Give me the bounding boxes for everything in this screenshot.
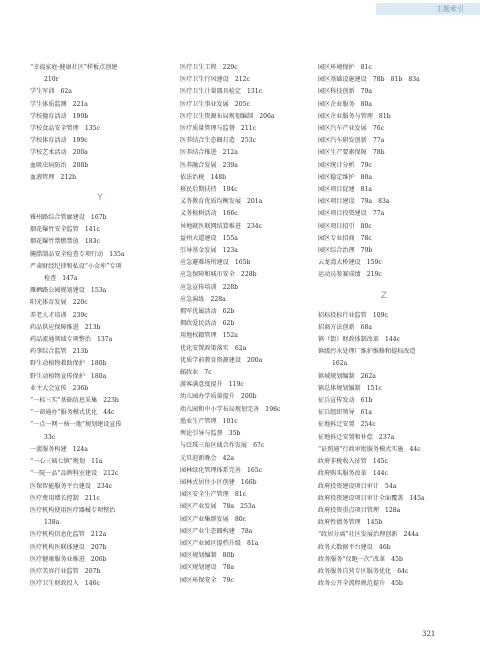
index-entry: 政务服务“仅跑一次”改革 45b — [318, 555, 403, 563]
index-entry: 运动员参赛成绩 219c — [318, 271, 382, 279]
index-entry: 医疗美容行业监管 207b — [30, 567, 101, 575]
index-entry: 医养融合发展 239a — [180, 161, 238, 169]
index-entry-continuation: 33c — [44, 433, 56, 441]
index-entry: 依法治税 148b — [180, 173, 227, 181]
index-entry: 优化安置政策落实 62a — [180, 344, 247, 352]
section-letter: Z — [380, 290, 388, 301]
index-entry: 学校食品安全管理 135c — [30, 125, 100, 133]
index-entry: 渔业生产管理 101c — [180, 417, 238, 425]
index-entry: 征地拆迁安置 254c — [318, 421, 376, 429]
index-entry: 政务大数据平台建设 46b — [318, 543, 391, 551]
index-entry: 征兵组织领导 61a — [318, 409, 373, 417]
index-entry: 与泛珠三角区域合作发展 67c — [180, 442, 265, 450]
index-entry: “幸福家庭·健康社区”样板点创建 — [30, 64, 118, 71]
index-entry: 拥政爱民活动 62b — [180, 320, 235, 328]
index-entry: 园区统计分析 79c — [318, 161, 372, 169]
index-column-1 — [30, 62, 170, 590]
index-entry: 游客满意度提升 119c — [180, 381, 244, 389]
index-entry: 学生体质监测 221a — [30, 100, 88, 108]
index-entry: 医疗费用增长控制 211c — [30, 494, 100, 502]
index-entry: 阳光体育发展 220c — [30, 299, 88, 307]
index-entry: 应急演练 228a — [180, 295, 226, 303]
index-entry: 烟花爆竹安全监管 141c — [30, 226, 100, 234]
index-entry: 招标投标行业监管 109c — [318, 311, 388, 319]
index-entry: 园区企业服务与管理 81b — [318, 112, 391, 120]
index-entry: 园林绿化管理体系完善 165c — [180, 466, 263, 474]
index-entry: 园区产业集群发展 80c — [180, 515, 247, 523]
index-entry: 征地拆迁安置和补偿 237a — [318, 433, 395, 441]
index-entry: 政务公开全流程规范提升 45b — [318, 580, 403, 588]
index-entry: “一窗通办”服务模式优化 44c — [30, 409, 115, 417]
index-entry: 药事综合监管 213b — [30, 348, 89, 356]
index-entry: 拥军优属活动 62b — [180, 308, 235, 316]
index-entry: 邮政业 7c — [180, 369, 212, 377]
index-entry: 应急避难场所建设 165b — [180, 259, 251, 267]
index-entry: 严肃财经纪律和私设“小金库”专项 — [30, 262, 122, 270]
index-entry: 镇级污水处理厂维护维修和提标改造 — [318, 348, 416, 356]
index-entry: 园区科技创新 79a — [318, 88, 373, 96]
index-entry: 政府购买服务改革 144c — [318, 470, 388, 478]
index-entry: 学生军训 62a — [30, 88, 72, 96]
index-entry: “一标三实”基础信息采集 223b — [30, 397, 119, 405]
index-entry: 医保智能服务平台建设 234c — [30, 482, 113, 490]
index-entry: 招商方法创新 68a — [318, 323, 373, 331]
index-entry: “政居分离”社区发展治理创新 244a — [318, 531, 419, 539]
header-title: 主题索引 — [436, 5, 464, 13]
index-entry: 药品流通领域专项整治 137a — [30, 336, 113, 344]
index-entry: 政府性债务管理 145b — [318, 519, 383, 527]
index-entry: 学校艺术活动 200a — [30, 149, 88, 157]
index-entry-continuation: 162a — [332, 360, 348, 368]
index-entry: 园林式居住小区创建 166b — [180, 478, 257, 486]
index-entry: 学校德育活动 199b — [30, 112, 89, 120]
index-entry: 异地就医联网结算推进 234c — [180, 222, 263, 230]
index-entry: 园区企业服务 80a — [318, 100, 373, 108]
index-entry: 义务教育优质均衡发展 201a — [180, 198, 263, 206]
index-entry: 园区产业园区提档升级 81a — [180, 539, 259, 547]
index-entry: 园区规划编制 80b — [180, 552, 235, 560]
index-entry: 雁栖路公园规划建设 153a — [30, 287, 107, 295]
index-entry: 镇总体规划编制 151c — [318, 384, 382, 392]
index-entry: 雅州路综合管廊建设 167b — [30, 214, 107, 222]
index-entry: 云龙湾大桥建设 159c — [318, 259, 382, 267]
index-entry: “一院一品”品牌科室建设 212c — [30, 470, 119, 478]
index-entry: 幼儿园办学质量提升 200b — [180, 393, 257, 401]
index-entry: 镇（街）财政体制改革 144c — [318, 336, 401, 344]
index-entry-continuation: 检查 147a — [44, 275, 78, 283]
index-entry: 医养结合推进 212a — [180, 149, 238, 157]
index-entry: 园区安全生产管理 81c — [180, 491, 247, 499]
index-entry: 应急保障和城市安全 228b — [180, 271, 257, 279]
index-entry: 医疗卫生计量器具检定 131c — [180, 88, 263, 96]
index-entry: 业主大会宣传 236b — [30, 384, 89, 392]
index-entry: 医养结合生态圈打造 253c — [180, 137, 256, 145]
index-entry: 园区汽车产业发展 76c — [318, 125, 385, 133]
index-entry: 园区汽车研发创新 77a — [318, 137, 385, 145]
index-entry: 园区产业生态圈构建 78a — [180, 527, 253, 535]
index-entry: 征兵宣传发动 61b — [318, 397, 373, 405]
index-entry: 医疗机构信息化监管 212a — [30, 531, 107, 539]
page-number: 321 — [422, 630, 436, 638]
index-entry: 园区综合治理 79b — [318, 247, 373, 255]
index-entry: 引导基金发展 123a — [180, 247, 238, 255]
index-entry: 义务植树活动 166c — [180, 210, 238, 218]
index-entry: 医疗质量管理与监督 211c — [180, 125, 256, 133]
index-column-3 — [318, 62, 450, 590]
index-entry: 园区规划建设 78a — [180, 564, 235, 572]
index-entry: 医疗健康服务业推进 206b — [30, 555, 107, 563]
index-entry: 腌腊制品安全检查专项行动 135a — [30, 250, 125, 258]
index-entry: 用地权籍管理 152a — [180, 332, 238, 340]
index-entry: 园区项目促建 81a — [318, 186, 373, 194]
index-entry: 烟花爆竹禁燃禁放 183c — [30, 238, 100, 246]
index-entry: “一心三城七镇”规划 11a — [30, 458, 103, 466]
index-entry: 医疗机构使用医疗器械专项整治 — [30, 506, 116, 514]
index-entry: 园区项目投资建设 77a — [318, 210, 385, 218]
index-entry: 医疗机构医联体建设 207b — [30, 543, 107, 551]
index-entry: 医疗卫生工程 229c — [180, 64, 238, 71]
index-entry: 益州大道建设 155a — [180, 234, 238, 242]
index-entry: 学校体育活动 199c — [30, 137, 88, 145]
index-entry: 一流服务构建 124a — [30, 445, 88, 453]
index-entry: 舆论引导与监督 35b — [180, 430, 241, 438]
index-entry: “证照通”行政审批服务模式实施 44c — [318, 445, 421, 453]
index-entry: 镇域规划编制 262a — [318, 372, 376, 380]
index-entry: 医疗卫生财政投入 146c — [30, 580, 100, 588]
index-entry: 园区专业招商 78c — [318, 234, 372, 242]
index-entry: 优质学前教育资源建设 200a — [180, 356, 263, 364]
index-entry: 血吸虫病防治 208b — [30, 161, 89, 169]
index-entry: 园区稳定维护 80a — [318, 173, 373, 181]
index-entry: 政务服务自营专区服务优化 64c — [318, 567, 409, 575]
index-column-2 — [180, 62, 320, 587]
index-entry: 医疗卫生事业发展 205c — [180, 100, 250, 108]
index-entry: 政府投资重点项目管理 128a — [318, 506, 401, 514]
index-entry: 元旦迎新晚会 42a — [180, 454, 235, 462]
index-entry: 政府非税收入征管 145c — [318, 458, 388, 466]
index-entry: 园区生产要素保障 78b — [318, 149, 385, 157]
index-entry: 园区项目招引 80c — [318, 222, 372, 230]
index-entry: 园区环境保护 81c — [318, 64, 372, 71]
index-entry: 野生动植物救助保护 180b — [30, 360, 107, 368]
index-entry: 政府投资建设项目审计 54a — [318, 482, 397, 490]
index-entry-continuation: 210r — [44, 76, 59, 84]
index-entry: 医疗卫生资源布局规划编制 206a — [180, 112, 275, 120]
index-entry: 医疗卫生行风建设 212c — [180, 76, 250, 84]
index-entry: 园区环保安全 79c — [180, 576, 234, 584]
index-entry: 政府投资建设项目审计全面覆盖 145a — [318, 494, 425, 502]
index-entry: 养老人才培训 239c — [30, 311, 88, 319]
index-entry: 血液管理 212b — [30, 173, 77, 181]
section-letter: Y — [97, 193, 103, 204]
index-entry: 园区基础设施建设 78b 81b 83a — [318, 76, 420, 84]
index-entry-continuation: 138a — [44, 519, 60, 527]
index-entry: 药品供应保障推进 213b — [30, 323, 101, 331]
index-entry: 移民后期扶持 104c — [180, 186, 238, 194]
index-entry: 应急宣传培训 228b — [180, 283, 239, 291]
index-entry: 园区项目建设 79a 83a — [318, 198, 390, 206]
index-entry: 野生动植物宣传保护 180a — [30, 372, 107, 380]
index-entry: 园区产业发展 78a 253a — [180, 503, 256, 511]
running-header — [376, 3, 480, 15]
index-entry: 幼儿园和中小学布局规划完善 198c — [180, 405, 281, 413]
index-entry: “一点一网一核一地”规划建设宣传 — [30, 421, 122, 429]
